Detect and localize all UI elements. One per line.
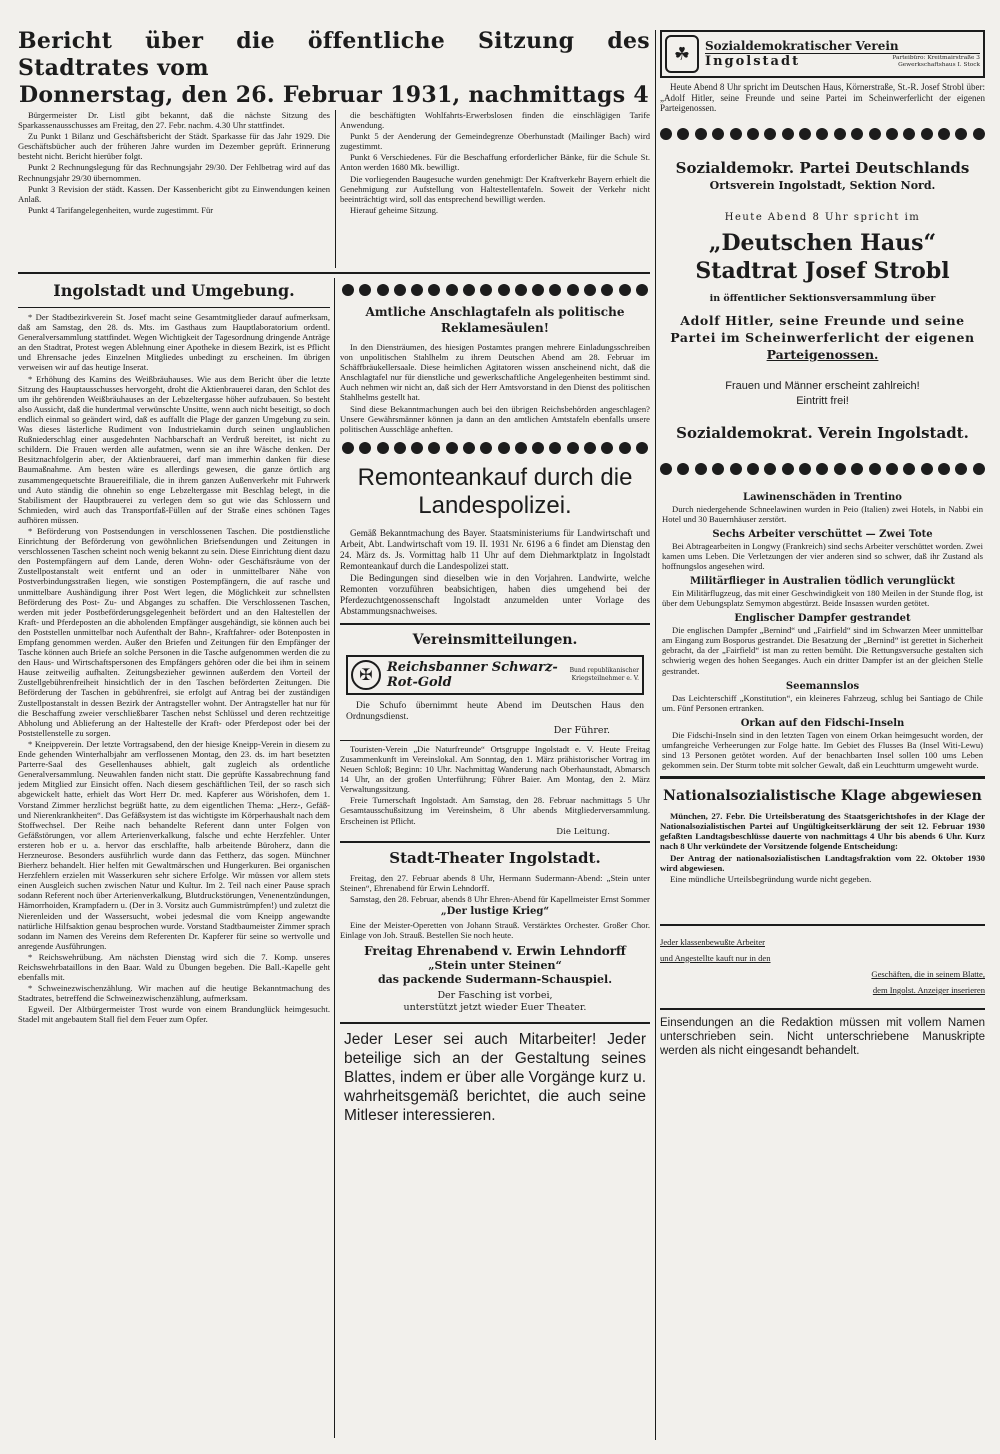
- local-news-item: * Erhöhung des Kamins des Weißbräuhauses. Wie aus dem Bericht über die letzte Sitzung des Hauptausschusses hervorgeht, droht die Aktienbrauerei daran, den Schlot des um ihr gehörenden Weißbräuhauses an der Lebzeltergasse höher aufzubauen. So besteht also Aussicht, daß die hundertmal verwünschte Unsitte, wenn auch nicht beseitigt, so doch endlich einmal so geändert wird, daß es auffallt die Plage der ganzen Umgebung zu sein. Was dieses lästerliche Rudiment von Industriekamin durch seinen unglaublichen Rußniederschlag einer ausgedehnten Nachbarschaft an Verdruß bereitet, ist nicht zu schildern. Die Frauen werden alle aufatmen, wenn sie an ihre Wäsche denken. Der Besitznachfolgerin aber, der Aktienbrauerei, darf man immerhin danken für diese Baumaßnahme. Am besten wäre es allerdings gewesen, die ganze örtlich arg zusammengequetschte Brauereifiliale, die in ihrem ganzen Außenverkehr mit Fuhrwerk und Auto ständig die ohnehin so enge Lebzeltergasse mit Beschlag belegt, in die Stabilisment der Hauptbrauerei zu verlegen dem so gut wie das Schlossern und Schmieden, wird auch das Transportfaß-Füllen auf der Straße eines schönen Tages aufhören müssen.: [18, 373, 330, 525]
- theater-fasching: Der Fasching ist vorbei,: [437, 990, 553, 1002]
- column-divider: [335, 110, 336, 268]
- remonte-heading: Remonteankauf durch die Landespolizei.: [357, 463, 633, 519]
- news-text: Die englischen Dampfer „Bernind“ und „Fairfield“ sind im Schwarzen Meer unmittelbar am Eingang zum Bosporus gestrandet. Die Besatzung der „Bernind“ ist gerettet in Sicherheit gebracht, da der „Fairfield“ ist man zu retten bemüht. Die Rettungsversuche gestalten sich schwierig wegen des hohen Seeganges. Auch ein dritter Dampfer ist an der gleichen Stelle gestrandet.: [662, 625, 983, 676]
- council-paragraph: Zu Punkt 1 Bilanz und Geschäftsbericht der Städt. Sparkasse für das Jahr 1929. Die Geschäftsbücher auch der früheren Jahre wurden im Dezember geprüft. Erinnerung besteht nicht. Bericht hierüber folgt.: [18, 131, 330, 162]
- horizontal-rule: [340, 841, 650, 843]
- theater-play-title: „Der lustige Krieg“: [440, 905, 550, 917]
- verein-notice: Freie Turnerschaft Ingolstadt. Am Samstag, den 28. Februar nachmittags 5 Uhr Gesamtausschußsitzung im Vereinsheim, 8 Uhr abends Mitgliederversammlung. Erscheinen ist Pflicht.: [340, 795, 650, 826]
- vereins-heading: Vereinsmitteilungen.: [412, 631, 578, 648]
- council-paragraph: Hierauf geheime Sitzung.: [350, 204, 439, 215]
- jeder-line: Geschäften, die in seinem Blatte,: [871, 968, 985, 979]
- news-heading: Englischer Dampfer gestrandet: [734, 613, 911, 625]
- heading-rule: [18, 307, 330, 308]
- council-paragraph: Punkt 4 Tarifangelegenheiten, wurde zugestimmt. Für: [28, 204, 214, 215]
- theater-paragraph: Eine der Meister-Operetten von Johann Strauß. Verstärktes Orchester. Großer Chor. Einlage von Joh. Strauß. Bestellen Sie noch heute.: [340, 919, 650, 940]
- jeder-line: Jeder klassenbewußte Arbeiter: [660, 936, 765, 947]
- council-paragraph: die beschäftigten Wohlfahrts-Erwerbslosen finden die einschlägigen Tarife Anwendung.: [340, 110, 650, 131]
- local-news-item: Egweil. Der Altbürgermeister Trost wurde von einem Brandunglück heimgesucht. Stadel mit angebautem Stall fiel dem Feuer zum Opfer.: [18, 1004, 330, 1025]
- ornament-dots: [660, 128, 985, 140]
- verein-notice: Die Schufo übernimmt heute Abend im Deutschen Haus den Ordnungsdienst.: [346, 700, 644, 723]
- nazi-paragraph: Eine mündliche Urteilsbegründung wurde nicht gegeben.: [670, 873, 872, 884]
- local-news-item: * Reichswehrübung. Am nächsten Dienstag wird sich die 7. Komp. unseres Reichswehrbataillons in den Baar. Wald zu Übungen begeben. Die Ball.-Kapelle geht ebenfalls mit.: [18, 951, 330, 983]
- council-report-left: [18, 110, 330, 272]
- sozverein-banner: [660, 30, 985, 78]
- verein-notice: Touristen-Verein „Die Naturfreunde“ Ortsgruppe Ingolstadt e. V. Heute Freitag Zusammenkunft im Vereinslokal. Am Sonntag, den 1. März prähistorischer Vortrag im Neuen Schloß; Beginn: 10 Uhr. Nachmittag Wanderung nach Oberhaunstadt, Abmarsch 14 Uhr, an der großen Unterführung; Führer Baier. Am Montag, den 2. März Verwaltungssitzung.: [340, 743, 650, 795]
- news-text: Das Leichterschiff „Konstitution“, ein kleineres Fahrzeug, schlug bei Santiago de Chile um. Fünf Personen ertranken.: [662, 692, 983, 713]
- leser-appeal: Jeder Leser sei auch Mitarbeiter! Jeder beteilige sich an der Gestaltung seines Blattes, indem er über alle Vorgänge kurz u. wahrheitsgemäß berichtet, die auch seine Mitleser interessieren.: [344, 1031, 646, 1125]
- ornament-dots: [342, 442, 648, 454]
- theater-ehrenabend-desc: das packende Sudermann-Schauspiel.: [377, 973, 613, 987]
- horizontal-rule: [18, 272, 650, 274]
- column-divider: [655, 30, 656, 1440]
- news-text: Ein Militärflugzeug, das mit einer Geschwindigkeit von 180 Meilen in der Stunde flog, ist über dem Uebungsplatz Semymon abgestürzt. Beide Insassen wurden getötet.: [662, 587, 983, 609]
- horizontal-rule: [340, 740, 650, 741]
- horizontal-rule: [340, 1022, 650, 1024]
- jeder-line: dem Ingolst. Anzeiger inserieren: [872, 984, 985, 995]
- column-divider: [334, 278, 335, 1438]
- news-heading: Seemannslos: [785, 680, 860, 692]
- right-column: [660, 30, 985, 1440]
- council-paragraph: Punkt 3 Revision der städt. Kassen. Der Kassenbericht gibt zu Einwendungen keinen Anlaß.: [18, 183, 330, 204]
- local-news-item: * Kneippverein. Der letzte Vortragsabend, den der hiesige Kneipp-Verein in diesem zu Ende gehenden Winterhalbjahr am verflossenen Montag, den 23. ds. im hart besetzten Parterre-Saal des Gesellenhauses abhielt, galt zugleich als ordentliche Generalversammlung. Neuwahlen fanden nicht statt. Die geprüfte Kassabrechnung fand jedem Mitglied zur Einsicht offen. Nach diesem geschäftlichen Teil, der so rasch sich abgewickelt hatte, erhielt das Wort Herr Dr. med. Kapferer aus Wörishofen, dem 1. Vorstand Zimmer herzlichst begrüßt hatte, zu dem eigentlichen Thema: „Herz-, Gefäß- und Nierenkrankheiten“. Das Gefäßsystem ist das wichtigste im Körperhaushalt nach dem Stoffwechsel. Der Reihe nach behandelte Referent dann unter Folgen von Gefäßstörungen, vor allem Arterienverkalkung, falsche und echte Herzfehler. Unter ersteren hob er u. a. hervor das erschlaffte, halb arbeitende Büroherz, dann die Herzneurose. Besonders ausführlich wurde dann das Fettherz, das sogen. Münchner Bierherz behandelt. Hier helfen mit Gewaltmärschen und Hungerkuren. Bei organischen Herzfehlern erzielen mit Wasserkuren sehr sichere Erfolge. Wir müssen vor allem stets einen Ausgleich suchen zwischen Natur und Kultur. Im 2. Teil nach einer Pause sprach sodann Referent noch über Arterienverkalkung, Blutdruckstörungen, Venenentzündungen, Hämorrhoiden, Krampfadern u. (Der in 3. Vorsitz auch Gummistrümpfen!) und zuletzt die Nierenleiden und der Wassersucht, wobei jedesmal die vom Kneipp angewandte natürliche Hilfsaktion genau besprochen wurde. Vorstand Stadtbaumeister Zimmer sprach sodann im Namen des Vereins dem Referenten Dr. Kapferer für seine so wertvolle und anregende Ausführungen.: [18, 738, 330, 951]
- spd-advertisement: [660, 152, 985, 449]
- theater-fasching: unterstützt jetzt wieder Euer Theater.: [403, 1002, 587, 1014]
- remonte-paragraph: Gemäß Bekanntmachung des Bayer. Staatsministeriums für Landwirtschaft und Arbeit, Abt. Landwirtschaft vom 19. II. 1931 Nr. 6196 a 6 findet am Dienstag den 24. März ds. Js. Vormittag halb 11 Uhr auf dem Diehmarktplatz in Ingolstadt Remonteankauf durch die Landespolizei statt.: [340, 527, 650, 571]
- remonte-paragraph: Die Bedingungen sind dieselben wie in den Vorjahren. Landwirte, welche Remonten vorzuführen beabsichtigen, haben dies umgehend bei der Pferdezuchtgenossenschaft Ingolstadt anzumelden unter Vorlage des Abstammungsnachweises.: [340, 572, 650, 616]
- council-title-line1: Bericht über die öffentliche Sitzung des Stadtrates vom: [18, 28, 650, 81]
- reichsbanner-banner: [346, 655, 644, 695]
- spd-ad-meeting: in öffentlicher Sektionsversammlung über: [709, 292, 936, 304]
- news-heading: Lawinenschäden in Trentino: [743, 491, 902, 503]
- middle-column: [340, 280, 650, 1440]
- ornament-dots: [660, 463, 985, 475]
- emblem-icon: ☘: [665, 35, 699, 73]
- council-title-line2: Donnerstag, den 26. Februar 1931, nachmittags 4: [19, 82, 649, 108]
- jeder-line: und Angestellte kauft nur in den: [660, 952, 771, 963]
- spd-ad-time: Heute Abend 8 Uhr spricht im: [724, 211, 921, 223]
- nazi-heading: Nationalsozialistische Klage abgewiesen: [663, 788, 982, 805]
- spd-ad-topic: Partei im Scheinwerferlicht der eigenen: [670, 329, 975, 345]
- sozverein-banner-address: Parteibüro: Kreitmairstraße 3 Gewerkschaftshaus I. Stock: [892, 54, 980, 68]
- council-paragraph: Punkt 5 der Aenderung der Gemeindegrenze Oberhunstadt (Mailinger Bach) wird zugestimmt.: [340, 131, 650, 152]
- council-report-header: [18, 28, 650, 108]
- eagle-icon: ✠: [351, 660, 381, 690]
- local-news-item: * Schweinezwischenzählung. Wir machen auf die heutige Bekanntmachung des Stadtrates, betreffend die Schweinezwischenzählung, aufmerksam.: [18, 983, 330, 1004]
- council-paragraph: Punkt 2 Rechnungslegung für das Rechnungsjahr 29/30. Der Fehlbetrag wird auf das Rechnungsjahr 29/30 übernommen.: [18, 162, 330, 183]
- spd-ad-topic: Parteigenossen.: [766, 346, 879, 362]
- horizontal-rule: [660, 1008, 985, 1010]
- news-text: Bei Abtragearbeiten in Longwy (Frankreich) sind sechs Arbeiter verschüttet worden. Zwei kamen ums Leben. Die Verletzungen der vier anderen sind so schwer, daß ihr Zustand als hoffnungslos angesehen wird.: [662, 540, 983, 571]
- local-news-heading: Ingolstadt und Umgebung.: [53, 281, 295, 300]
- theater-paragraph: Samstag, den 28. Februar, abends 8 Uhr Ehren-Abend für Kapellmeister Ernst Sommer: [350, 893, 650, 904]
- council-paragraph: Die vorliegenden Baugesuche wurden genehmigt: Der Kraftverkehr Bayern erhielt die Genehmigung zur Aufstellung von Haltestellentafeln. Soweit der Verkehr nicht beeinträchtigt wird, soll das entsprechend bewilligt werden.: [340, 173, 650, 204]
- reichsbanner-subtitle: Bund republikanischer Kriegsteilnehmer e. V.: [569, 666, 639, 682]
- spd-ad-entry: Eintritt frei!: [796, 394, 849, 407]
- local-news-item: * Beförderung von Postsendungen in verschlossenen Taschen. Die postdienstliche Einrichtung der Beförderung von gewöhnlichen Briefsendungen und Zeitungen in verschlossenen Taschen scheint noch wenig bekannt zu sein. Diese Einrichtung dient dazu den Postempfängern auf dem Lande, deren Wohn- oder Geschäftsräume von der Zustellpostanstalt weit entfernt und an oder in unmittelbarer Nähe von Postverbindungsstraßen liegen, wie sonstigen Postempfängern, die auf rasche und unmittelbare Aushändigung ihrer Post Wert legen, die Möglichkeit zur schnellsten Beförderung des Post- Zu- und Abganges zu schaffen. Die Verschlossenen Taschen, werden mit jeder Postbeförderungsgelegenheit befördert und an den Haltestellen der Kraft- und Pferdeposten an die abholenden Empfänger ausgehändigt, sie können auch bei den Poststellen unmittelbar noch Aufenthalt der Bahn-, Kraftfahrer- oder Botenposten in Empfang genommen werden. Außer den Briefen und Zeitungen für den Empfänger der Tasche können auch Briefe an solche Personen in die Tasche aufgenommen werden die zu den Haus- und Wirtschaftspersonen des Empfängers gehören oder die bei ihm in seinem Hause zeitweilig aufhalten. Zeitungsbezieher gewinnen außerdem den Vorteil der Zustellgebührenfreiheit hinsichtlich der in den Taschen beförderten Zeitungen. Die Beförderung der Taschen in gebührenfrei, sie erfolgt auf Antrag bei der zuständigen Zustellpostanstalt in dessen Bezirk der Antragsteller wohnt. Der Antragsteller hat nur für die Beschaffung zweier verschließbarer Taschen nebst Schlüssel und deren rechtzeitige Abholung und Ablieferung an der Haltestelle der Kraft- oder Pferdepost oder bei der Poststellenstelle zu sorgen.: [18, 525, 330, 738]
- sozverein-banner-city: Ingolstadt: [705, 54, 801, 69]
- spd-ad-subtitle: Ortsverein Ingolstadt, Sektion Nord.: [709, 178, 936, 192]
- ornament-dots: [342, 284, 648, 296]
- amtliche-paragraph: Sind diese Bekanntmachungen auch bei den übrigen Reichsbehörden angeschlagen? Unsere Gewährsmänner können ja dann an den amtlichen Amtstafeln ebenfalls unsere politischen Ausschläge anheften.: [340, 403, 650, 434]
- horizontal-rule: [660, 776, 985, 779]
- nazi-paragraph: München, 27. Febr. Die Urteilsberatung des Staatsgerichtshofes in der Klage der Nationalsozialistischen Partei auf Ungültigkeitserklärung der seit 12. Februar 1930 gefaßten Landtagsbeschlüsse dauerte von nachmittags 4 Uhr bis abends 6 Uhr. Kurz nach 8 Uhr verkündete der Vorsitzende folgende Entscheidung:: [660, 811, 985, 852]
- nazi-paragraph: Der Antrag der nationalsozialistischen Landtagsfraktion vom 22. Oktober 1930 wird abgewiesen.: [660, 852, 985, 873]
- council-paragraph: Bürgermeister Dr. Listl gibt bekannt, daß die nächste Sitzung des Sparkassenausschusses am Freitag, den 27. Febr. nachm. 4.30 Uhr stattfindet.: [18, 110, 330, 131]
- spd-ad-call: Frauen und Männer erscheint zahlreich!: [725, 379, 920, 392]
- horizontal-rule: [340, 623, 650, 625]
- spd-ad-speaker: Stadtrat Josef Strobl: [695, 257, 950, 284]
- amtliche-paragraph: In den Diensträumen, des hiesigen Postamtes prangen mehrere Einladungsschreiben von unpolitischen Stahlhelm zu ihrem Deutschen Abend am 28. Februar im Schäffbräukellersaale. Diese heimlichen Agitatoren wissen anscheinend nicht, daß die Anschlagtafel nur für dienstliche und gewerkschaftliche Angelegenheiten bestimmt sind. Auch nehmen wir nicht an, daß sich der Herr Amtsvorstand in den Dienst des politischen Stahlhelms gestellt hat.: [340, 342, 650, 403]
- theater-paragraph: Freitag, den 27. Februar abends 8 Uhr, Hermann Sudermann-Abend: „Stein unter Steinen“, Ehrenabend für Erwin Lehndorff.: [340, 872, 650, 893]
- theater-ehrenabend: Freitag Ehrenabend v. Erwin Lehndorff: [364, 944, 626, 959]
- spd-ad-topic: Adolf Hitler, seine Freunde und seine: [680, 312, 965, 328]
- council-paragraph: Punkt 6 Verschiedenes. Für die Beschaffung erforderlicher Bänke, für die Schule St. Anton werden 1680 Mk. bewilligt.: [340, 152, 650, 173]
- spd-ad-venue: „Deutschen Haus“: [708, 229, 937, 256]
- sozverein-banner-title: Sozialdemokratischer Verein: [705, 39, 980, 54]
- verein-signature: Der Führer.: [553, 724, 610, 736]
- news-text: Durch niedergehende Schneelawinen wurden in Peio (Italien) zwei Hotels, in Nabbi ein Hotel und 30 Bauernhäuser zerstört.: [662, 503, 983, 524]
- amtliche-heading: Amtliche Anschlagtafeln als politische Reklamesäulen!: [365, 305, 625, 335]
- theater-ehrenabend-play: „Stein unter Steinen“: [428, 959, 562, 973]
- world-news: [660, 491, 985, 771]
- news-heading: Militärflieger in Australien tödlich verunglückt: [689, 575, 956, 587]
- news-heading: Orkan auf den Fidschi-Inseln: [740, 717, 905, 729]
- local-news-item: * Der Stadtbezirkverein St. Josef macht seine Gesamtmitglieder darauf aufmerksam, daß am Samstag, den 28. ds. Mts. im Gasthaus zum Hauptlaboratorium ordentl. Generalversammlung stattfindet. Wegen Wichtigkeit der Tagesordnung dringende Anträge an den Stadtrat, Protest wegen Ablehnung einer Apotheke in diesem Bezirk, ist es Pflicht und Ehrensache jedes Einzelnen Mitgliedes unbedingt zu erscheinen. Im übrigen verweisen wir auf das heutige Inserat.: [18, 312, 330, 373]
- spd-ad-title: Sozialdemokr. Partei Deutschlands: [675, 158, 970, 177]
- theater-heading: Stadt-Theater Ingolstadt.: [389, 848, 601, 867]
- jeder-arbeiter-notice: [660, 934, 985, 998]
- spd-ad-footer: Sozialdemokrat. Verein Ingolstadt.: [676, 423, 969, 442]
- reichsbanner-title: Reichsbanner Schwarz-Rot-Gold: [387, 659, 558, 690]
- horizontal-rule: [660, 924, 985, 926]
- council-report-right: [340, 110, 650, 272]
- verein-signature: Die Leitung.: [556, 826, 610, 837]
- news-heading: Sechs Arbeiter verschüttet — Zwei Tote: [712, 528, 933, 540]
- local-news-column: [18, 280, 330, 1440]
- news-text: Die Fidschi-Inseln sind in den letzten Tagen von einem Orkan heimgesucht worden, der umfangreiche Verheerungen zur Folge hatte. Im Gebiet des Flusses Ba (Insel Witi-Lewu) sind 13 Personen getötet worden. Auf der benachbarten Insel sollen 100 ums Leben gekommen sein. Der Sturm tobte mit solcher Gewalt, daß ein Leuchtturm umgeweht wurde.: [662, 729, 983, 771]
- einsendungen-notice: Einsendungen an die Redaktion müssen mit vollem Namen unterschrieben sein. Nicht unterschriebene Manuskripte werden als nicht eingesandt behandelt.: [660, 1016, 985, 1057]
- sozverein-notice: Heute Abend 8 Uhr spricht im Deutschen Haus, Körnerstraße, St.-R. Josef Strobl über: „Adolf Hitler, seine Freunde und seine Partei im Scheinwerferlicht der eigenen Parteigenossen.: [660, 82, 985, 113]
